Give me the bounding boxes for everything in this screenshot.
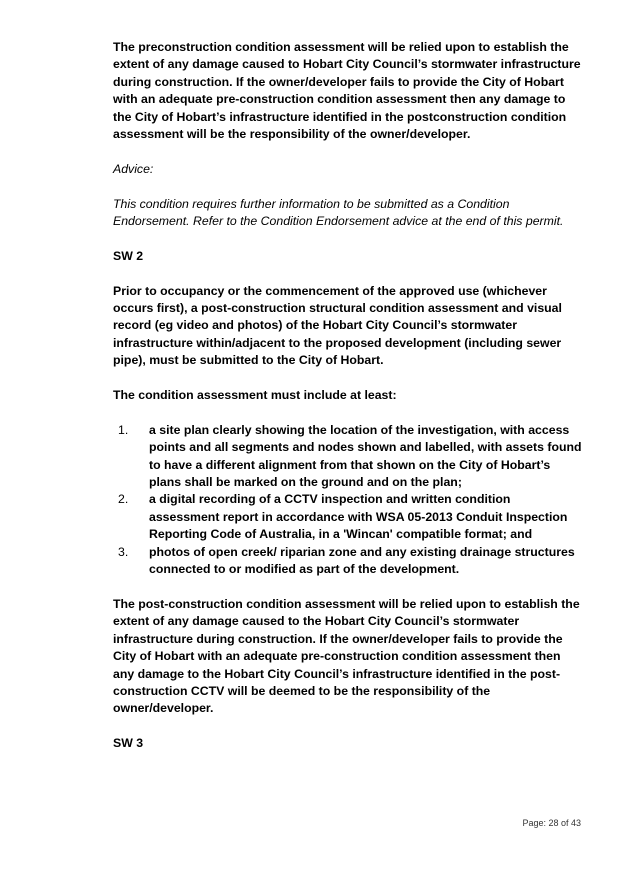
- advice-text: This condition requires further information to be submitted as a Condition Endorsement. Refer to the Condition Endorsement advice at the end of this permit.: [113, 196, 564, 229]
- paragraph-post-construction-assessment: The post-construction condition assessment will be relied upon to establish the extent of any damage caused to the Hobart City Council’s stormwater infrastructure during construction. If the owner/developer fails to provide the City of Hobart with an adequate pre-construction condition assessment then any damage to the Hobart City Council’s infrastructure identified in the post-construction CCTV will be deemed to be the responsibility of the owner/developer.: [113, 596, 580, 716]
- list-item: [113, 491, 583, 543]
- paragraph-preconstruction-assessment: The preconstruction condition assessment will be relied upon to establish the extent of any damage caused to Hobart City Council’s stormwater infrastructure during construction. If the owner/developer fails to provide the City of Hobart with an adequate pre-construction condition assessment then any damage to the City of Hobart’s infrastructure identified in the postconstruction condition assessment will be the responsibility of the owner/developer.: [113, 40, 581, 142]
- list-item-number: 1.: [118, 422, 129, 437]
- paragraph-post-construction-requirement: Prior to occupancy or the commencement of the approved use (whichever occurs first), a post-construction structural condition assessment and visual record (eg video and photos) of the Hobart City Council’s stormwater infrastructure within/adjacent to the proposed development (including sewer pipe), must be submitted to the City of Hobart.: [113, 283, 562, 368]
- page-number: Page: 28 of 43: [522, 818, 581, 828]
- advice-label: Advice:: [113, 161, 154, 176]
- list-item: [113, 422, 583, 492]
- section-heading-sw2: SW 2: [113, 248, 144, 263]
- list-item-text: a digital recording of a CCTV inspection and written condition assessment report in accordance with WSA 05-2013 Conduit Inspection Reporting Code of Australia, in a 'Wincan' compatible format; and: [149, 492, 568, 542]
- list-item-number: 2.: [118, 492, 129, 507]
- list-item-number: 3.: [118, 544, 129, 559]
- list-item-text: photos of open creek/ riparian zone and any existing drainage structures connected to or modified as part of the development.: [149, 544, 575, 577]
- list-item-text: a site plan clearly showing the location of the investigation, with access points and all segments and nodes shown and labelled, with assets found to have a different alignment from that shown on the City of Hobart’s plans shall be marked on the ground and on the plan;: [149, 422, 582, 490]
- paragraph-assessment-includes: The condition assessment must include at least:: [113, 388, 397, 403]
- page-content: [113, 39, 583, 753]
- section-heading-sw3: SW 3: [113, 736, 144, 751]
- requirements-list: [113, 422, 583, 579]
- list-item: [113, 544, 583, 579]
